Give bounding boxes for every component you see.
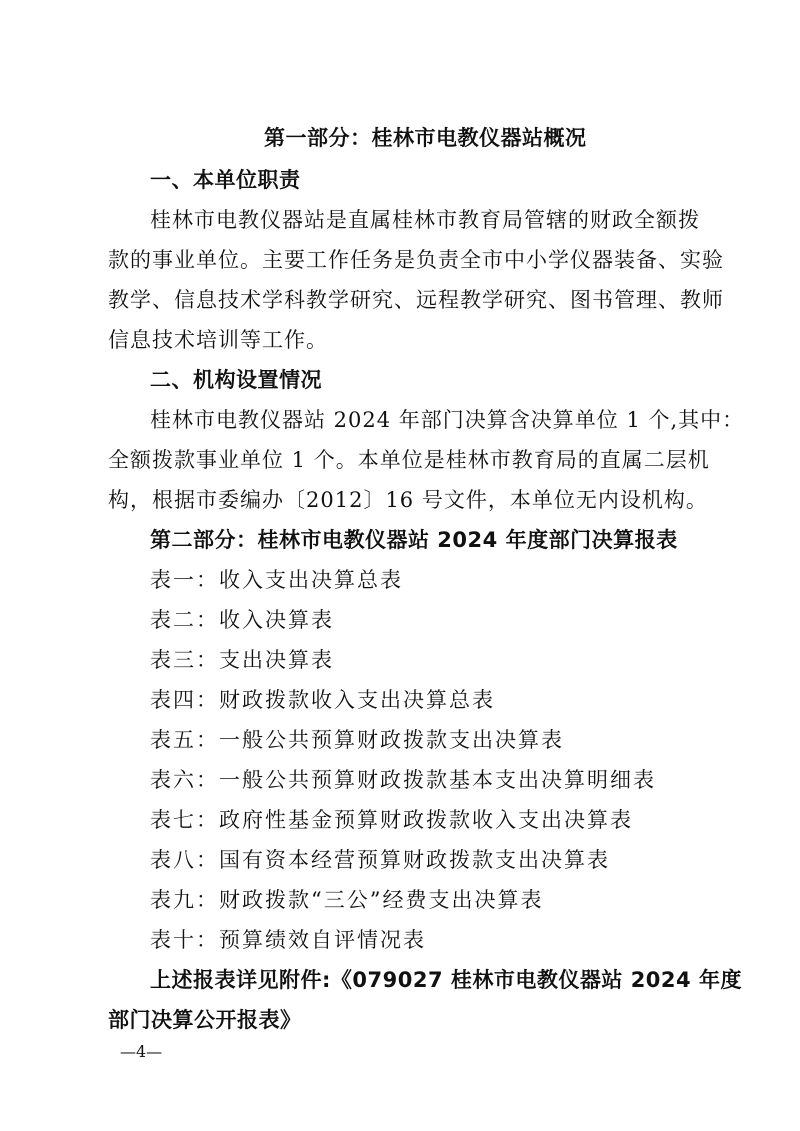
table-list-item: 表七：政府性基金预算财政拨款收入支出决算表 [150, 808, 633, 832]
table-list-item: 表二：收入决算表 [150, 608, 334, 632]
table-list-item: 表一：收入支出决算总表 [150, 568, 403, 592]
attachment-note-line: 部门决算公开报表》 [108, 1008, 302, 1032]
page-number: —4— [120, 1042, 163, 1061]
table-list-item: 表八：国有资本经营预算财政拨款支出决算表 [150, 848, 610, 872]
attachment-note-line: 上述报表详见附件:《079027 桂林市电教仪器站 2024 年度 [150, 968, 742, 992]
section1-heading: 一、本单位职责 [150, 168, 301, 192]
section2-heading: 二、机构设置情况 [150, 368, 322, 392]
section1-paragraph-line: 教学、信息技术学科教学研究、远程教学研究、图书管理、教师 [108, 288, 724, 312]
table-list-item: 表三：支出决算表 [150, 648, 334, 672]
section1-paragraph-line: 信息技术培训等工作。 [108, 328, 328, 352]
section2-paragraph-line: 桂林市电教仪器站 2024 年部门决算含决算单位 1 个,其中： [150, 408, 745, 432]
section1-paragraph-line: 款的事业单位。主要工作任务是负责全市中小学仪器装备、实验 [108, 248, 724, 272]
table-list-item: 表四：财政拨款收入支出决算总表 [150, 688, 495, 712]
part1-title: 第一部分：桂林市电教仪器站概况 [264, 126, 587, 150]
section2-paragraph-line: 构，根据市委编办〔2012〕16 号文件，本单位无内设机构。 [108, 488, 708, 512]
table-list-item: 表九：财政拨款“三公”经费支出决算表 [150, 888, 544, 912]
table-list-item: 表十：预算绩效自评情况表 [150, 928, 426, 952]
section2-paragraph-line: 全额拨款事业单位 1 个。本单位是桂林市教育局的直属二层机 [108, 448, 710, 472]
table-list-item: 表五：一般公共预算财政拨款支出决算表 [150, 728, 564, 752]
part2-title: 第二部分：桂林市电教仪器站 2024 年度部门决算报表 [150, 528, 678, 552]
section1-paragraph-line: 桂林市电教仪器站是直属桂林市教育局管辖的财政全额拨 [150, 208, 700, 232]
table-list-item: 表六：一般公共预算财政拨款基本支出决算明细表 [150, 768, 656, 792]
